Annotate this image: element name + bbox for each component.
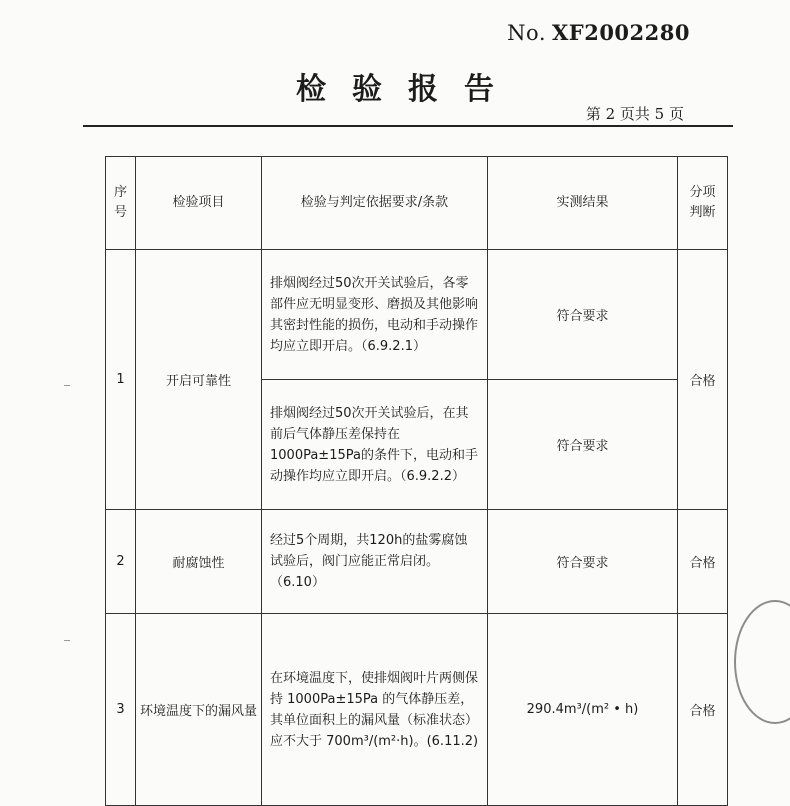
header-judgement: 分项 判断 <box>678 157 728 250</box>
page-indicator: 第 2 页共 5 页 <box>585 105 684 123</box>
row-result: 符合要求 <box>488 510 678 614</box>
row-result: 符合要求 <box>488 250 678 380</box>
row-judgement: 合格 <box>678 250 728 510</box>
row-result: 符合要求 <box>488 380 678 510</box>
row-judgement: 合格 <box>678 510 728 614</box>
table-row <box>106 250 728 380</box>
row-seq: 2 <box>106 510 136 614</box>
header-result: 实测结果 <box>488 157 678 250</box>
header-seq: 序 号 <box>106 157 136 250</box>
row-item: 开启可靠性 <box>136 250 262 510</box>
inspection-seal-stamp <box>734 600 790 724</box>
table-header-row <box>106 157 728 250</box>
row-judgement: 合格 <box>678 614 728 806</box>
row-seq: 1 <box>106 250 136 510</box>
row-seq: 3 <box>106 614 136 806</box>
row-item: 环境温度下的漏风量 <box>136 614 262 806</box>
row-requirement: 经过5个周期，共120h的盐雾腐蚀试验后，阀门应能正常启闭。（6.10） <box>262 510 488 614</box>
row-requirement: 排烟阀经过50次开关试验后，在其前后气体静压差保持在1000Pa±15Pa的条件下，电动和手动操作均应立即开启。（6.9.2.2） <box>262 380 488 510</box>
binding-tick <box>64 640 70 641</box>
row-requirement: 排烟阀经过50次开关试验后，各零部件应无明显变形、磨损及其他影响其密封性能的损伤，电动和手动操作均应立即开启。（6.9.2.1） <box>262 250 488 380</box>
report-number-label: No. <box>507 21 546 45</box>
header-item: 检验项目 <box>136 157 262 250</box>
page-title: 检验报告 <box>296 72 520 107</box>
table-row <box>106 510 728 614</box>
header-requirement: 检验与判定依据要求/条款 <box>262 157 488 250</box>
report-number-value: XF2002280 <box>552 20 690 45</box>
report-number <box>507 20 690 45</box>
row-result: 290.4m³/(m² • h) <box>488 614 678 806</box>
header-divider <box>83 125 733 127</box>
row-item: 耐腐蚀性 <box>136 510 262 614</box>
table-row <box>106 614 728 806</box>
binding-tick <box>64 385 70 386</box>
row-requirement: 在环境温度下，使排烟阀叶片两侧保持 1000Pa±15Pa 的气体静压差，其单位面积上的漏风量（标准状态）应不大于 700m³/(m²·h)。(6.11.2) <box>262 614 488 806</box>
inspection-table <box>105 156 728 806</box>
